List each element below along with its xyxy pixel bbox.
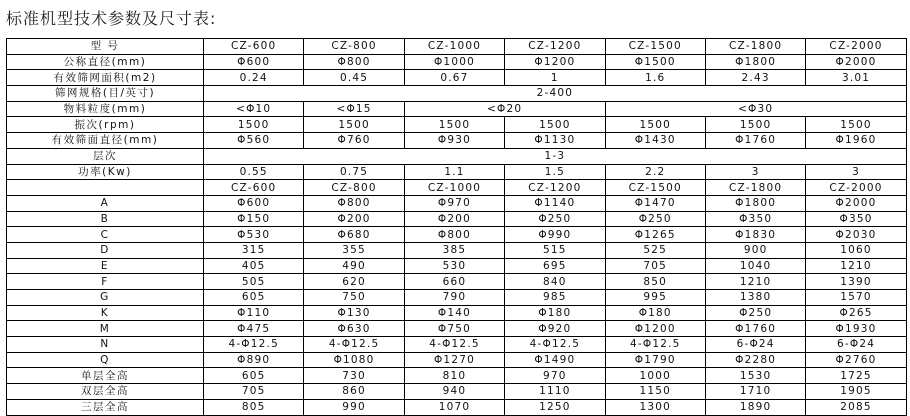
table-cell: 315 (204, 242, 304, 258)
row-label: Q (7, 352, 204, 368)
table-cell: 705 (605, 258, 705, 274)
table-cell: Φ750 (404, 321, 504, 337)
table-cell: 1000 (605, 368, 705, 384)
table-cell: Φ1800 (705, 195, 805, 211)
table-cell: Φ930 (404, 133, 504, 149)
row-label: 层次 (7, 148, 204, 164)
table-cell: 995 (605, 290, 705, 306)
table-cell: Φ150 (204, 211, 304, 227)
table-cell: 405 (204, 258, 304, 274)
table-cell: 1060 (806, 242, 906, 258)
table-cell: 6-Φ24 (705, 337, 805, 353)
table-row (7, 290, 907, 306)
table-cell: 3 (806, 164, 906, 180)
table-cell: 840 (505, 274, 605, 290)
row-label: A (7, 195, 204, 211)
table-cell: Φ250 (505, 211, 605, 227)
table-cell: Φ1490 (505, 352, 605, 368)
table-cell: 1500 (705, 117, 805, 133)
table-cell: 730 (304, 368, 404, 384)
table-cell: 990 (304, 399, 404, 415)
table-row (7, 337, 907, 353)
table-row (7, 305, 907, 321)
row-label: B (7, 211, 204, 227)
table-cell: Φ180 (505, 305, 605, 321)
table-cell: 505 (204, 274, 304, 290)
table-cell: 810 (404, 368, 504, 384)
table-row (7, 195, 907, 211)
table-cell: 1570 (806, 290, 906, 306)
row-label: C (7, 227, 204, 243)
table-cell: 750 (304, 290, 404, 306)
table-cell: Φ990 (505, 227, 605, 243)
table-cell: Φ800 (404, 227, 504, 243)
table-cell-span: <Φ20 (404, 101, 605, 117)
model-header-cell: CZ-600 (204, 180, 304, 196)
table-cell: 1905 (806, 384, 906, 400)
table-cell: 4-Φ12.5 (304, 337, 404, 353)
table-row (7, 101, 907, 117)
table-cell: Φ200 (304, 211, 404, 227)
table-cell-span: <Φ30 (605, 101, 906, 117)
table-cell: Φ1960 (806, 133, 906, 149)
table-cell: 605 (204, 290, 304, 306)
table-row (7, 164, 907, 180)
row-label: 型 号 (7, 39, 204, 55)
table-cell: 515 (505, 242, 605, 258)
table-cell: 1500 (304, 117, 404, 133)
table-cell: Φ1080 (304, 352, 404, 368)
row-label: 公称直径(mm) (7, 54, 204, 70)
table-row (7, 399, 907, 415)
table-cell: 1530 (705, 368, 805, 384)
table-cell: Φ1200 (505, 54, 605, 70)
table-cell: 1 (505, 70, 605, 86)
table-cell: 1500 (204, 117, 304, 133)
table-cell: 660 (404, 274, 504, 290)
row-label: 双层全高 (7, 384, 204, 400)
table-cell: Φ1930 (806, 321, 906, 337)
row-label: N (7, 337, 204, 353)
table-cell-span: 1-3 (204, 148, 907, 164)
table-row (7, 352, 907, 368)
table-cell: 2085 (806, 399, 906, 415)
table-cell: Φ250 (705, 305, 805, 321)
table-cell: Φ890 (204, 352, 304, 368)
table-cell: Φ350 (705, 211, 805, 227)
table-cell: 1040 (705, 258, 805, 274)
table-row (7, 54, 907, 70)
table-cell: 860 (304, 384, 404, 400)
table-cell: 1.1 (404, 164, 504, 180)
row-label (7, 180, 204, 196)
table-cell: 1070 (404, 399, 504, 415)
row-label: M (7, 321, 204, 337)
table-cell: 3.01 (806, 70, 906, 86)
table-row (7, 274, 907, 290)
model-header-cell: CZ-1800 (705, 180, 805, 196)
row-label: D (7, 242, 204, 258)
table-cell: Φ1760 (705, 133, 805, 149)
table-row (7, 227, 907, 243)
spec-table (6, 38, 907, 416)
table-cell: Φ600 (204, 54, 304, 70)
table-cell: 530 (404, 258, 504, 274)
table-cell: Φ800 (304, 54, 404, 70)
table-cell: 0.67 (404, 70, 504, 86)
table-cell: 1500 (404, 117, 504, 133)
table-row (7, 368, 907, 384)
row-label: G (7, 290, 204, 306)
table-cell: 4-Φ12.5 (204, 337, 304, 353)
table-cell: Φ1200 (605, 321, 705, 337)
table-cell: Φ530 (204, 227, 304, 243)
table-cell: 3 (705, 164, 805, 180)
table-cell: Φ475 (204, 321, 304, 337)
table-cell: 1725 (806, 368, 906, 384)
table-cell: Φ560 (204, 133, 304, 149)
table-cell: 1210 (806, 258, 906, 274)
table-cell: Φ1790 (605, 352, 705, 368)
table-cell: 970 (505, 368, 605, 384)
table-cell: Φ1270 (404, 352, 504, 368)
table-cell: 490 (304, 258, 404, 274)
table-cell: Φ600 (204, 195, 304, 211)
table-cell: 525 (605, 242, 705, 258)
table-cell: 1500 (806, 117, 906, 133)
model-header-cell: CZ-1500 (605, 180, 705, 196)
table-cell: Φ200 (404, 211, 504, 227)
table-cell: 0.24 (204, 70, 304, 86)
table-cell: Φ1470 (605, 195, 705, 211)
table-cell: Φ1430 (605, 133, 705, 149)
table-cell: Φ140 (404, 305, 504, 321)
table-row (7, 321, 907, 337)
table-cell: Φ970 (404, 195, 504, 211)
model-header-cell: CZ-600 (204, 39, 304, 55)
model-header-cell: CZ-2000 (806, 39, 906, 55)
table-cell: 4-Φ12.5 (505, 337, 605, 353)
table-cell: Φ1265 (605, 227, 705, 243)
page-title: 标准机型技术参数及尺寸表: (6, 9, 217, 28)
table-cell: 985 (505, 290, 605, 306)
table-cell: Φ350 (806, 211, 906, 227)
spec-table-body (7, 39, 907, 416)
table-cell: Φ2280 (705, 352, 805, 368)
table-cell: Φ630 (304, 321, 404, 337)
table-row (7, 211, 907, 227)
table-cell: 1710 (705, 384, 805, 400)
table-cell: 1890 (705, 399, 805, 415)
model-header-cell: CZ-1500 (605, 39, 705, 55)
table-cell: 1380 (705, 290, 805, 306)
row-label: F (7, 274, 204, 290)
table-cell: 4-Φ12.5 (605, 337, 705, 353)
table-cell: Φ110 (204, 305, 304, 321)
model-header-cell: CZ-1200 (505, 39, 605, 55)
table-cell: Φ1000 (404, 54, 504, 70)
table-cell: Φ1800 (705, 54, 805, 70)
table-cell: 1.5 (505, 164, 605, 180)
table-cell: 0.45 (304, 70, 404, 86)
table-cell: 1110 (505, 384, 605, 400)
table-cell: 805 (204, 399, 304, 415)
table-cell: 705 (204, 384, 304, 400)
table-row (7, 70, 907, 86)
row-label: 筛网规格(目/英寸) (7, 86, 204, 102)
table-cell: 900 (705, 242, 805, 258)
table-cell: 4-Φ12.5 (404, 337, 504, 353)
table-cell: Φ680 (304, 227, 404, 243)
table-cell: Φ920 (505, 321, 605, 337)
table-cell: 2.2 (605, 164, 705, 180)
table-cell: 2.43 (705, 70, 805, 86)
model-header-cell: CZ-2000 (806, 180, 906, 196)
table-cell: Φ1500 (605, 54, 705, 70)
table-cell: 6-Φ24 (806, 337, 906, 353)
table-cell: 1150 (605, 384, 705, 400)
table-cell: 1.6 (605, 70, 705, 86)
model-header-row (7, 180, 907, 196)
row-label: 振次(rpm) (7, 117, 204, 133)
row-label: E (7, 258, 204, 274)
table-cell: 1300 (605, 399, 705, 415)
row-label: 有效筛网面积(m2) (7, 70, 204, 86)
table-row (7, 86, 907, 102)
table-cell: 355 (304, 242, 404, 258)
table-cell: Φ1140 (505, 195, 605, 211)
table-row (7, 242, 907, 258)
table-cell: <Φ10 (204, 101, 304, 117)
model-header-cell: CZ-1000 (404, 39, 504, 55)
table-cell: 605 (204, 368, 304, 384)
table-cell: 1250 (505, 399, 605, 415)
table-cell: Φ180 (605, 305, 705, 321)
table-cell: Φ265 (806, 305, 906, 321)
table-row (7, 148, 907, 164)
table-cell: Φ1130 (505, 133, 605, 149)
table-cell: 940 (404, 384, 504, 400)
table-cell: Φ2030 (806, 227, 906, 243)
table-cell: Φ130 (304, 305, 404, 321)
table-cell: 1390 (806, 274, 906, 290)
table-cell: Φ2760 (806, 352, 906, 368)
table-cell: Φ250 (605, 211, 705, 227)
model-header-cell: CZ-1200 (505, 180, 605, 196)
row-label: K (7, 305, 204, 321)
model-header-cell: CZ-1800 (705, 39, 805, 55)
table-cell: 385 (404, 242, 504, 258)
model-header-cell: CZ-1000 (404, 180, 504, 196)
table-row (7, 117, 907, 133)
table-cell: Φ1760 (705, 321, 805, 337)
model-header-row (7, 39, 907, 55)
table-cell: 1210 (705, 274, 805, 290)
table-cell: 695 (505, 258, 605, 274)
table-cell: 850 (605, 274, 705, 290)
table-row (7, 384, 907, 400)
table-cell: Φ800 (304, 195, 404, 211)
row-label: 有效筛面直径(mm) (7, 133, 204, 149)
row-label: 三层全高 (7, 399, 204, 415)
row-label: 物料粒度(mm) (7, 101, 204, 117)
table-cell: 0.75 (304, 164, 404, 180)
model-header-cell: CZ-800 (304, 39, 404, 55)
table-cell: 620 (304, 274, 404, 290)
table-cell: 1500 (505, 117, 605, 133)
table-cell: Φ760 (304, 133, 404, 149)
row-label: 单层全高 (7, 368, 204, 384)
row-label: 功率(Kw) (7, 164, 204, 180)
table-cell: 0.55 (204, 164, 304, 180)
table-cell: Φ2000 (806, 54, 906, 70)
table-cell: Φ1830 (705, 227, 805, 243)
table-row (7, 133, 907, 149)
table-cell: 790 (404, 290, 504, 306)
table-cell: <Φ15 (304, 101, 404, 117)
table-row (7, 258, 907, 274)
model-header-cell: CZ-800 (304, 180, 404, 196)
table-cell-span: 2-400 (204, 86, 907, 102)
table-cell: 1500 (605, 117, 705, 133)
table-cell: Φ2000 (806, 195, 906, 211)
